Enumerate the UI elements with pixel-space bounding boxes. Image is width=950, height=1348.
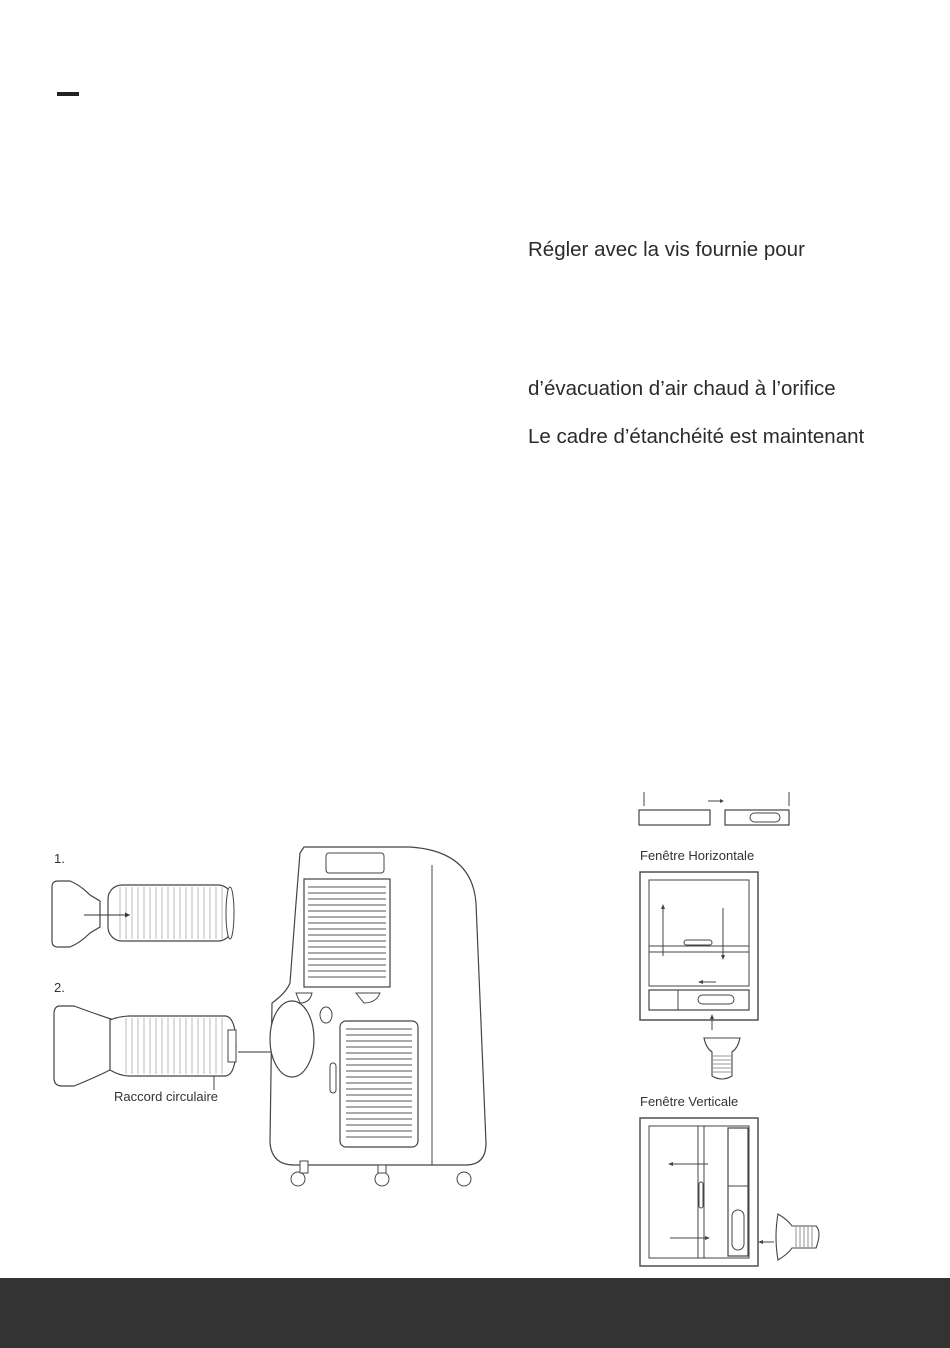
assembled-nozzle <box>54 1006 114 1086</box>
footer-bar <box>0 1278 950 1348</box>
air-conditioner-unit <box>260 843 490 1188</box>
instruction-line-3: Le cadre d’étanchéité est maintenant <box>528 425 865 448</box>
lower-grille <box>340 1021 418 1147</box>
step-1-illustration <box>50 875 250 955</box>
nozzle-horizontal <box>704 1038 740 1079</box>
heading-dash <box>57 92 79 96</box>
exhaust-port <box>270 1001 314 1077</box>
window-nozzle <box>52 881 100 947</box>
assembled-hose <box>110 1016 236 1076</box>
window-kit-panels <box>636 790 796 830</box>
horizontal-window-label: Fenêtre Horizontale <box>640 848 755 863</box>
horizontal-window-diagram <box>638 870 763 1085</box>
handle <box>326 853 384 873</box>
step-1-label: 1. <box>54 851 65 866</box>
instruction-line-2: d’évacuation d’air chaud à l’orifice <box>528 377 836 400</box>
hose-body <box>108 885 232 941</box>
vertical-window-label: Fenêtre Verticale <box>640 1094 739 1109</box>
vertical-window-diagram <box>638 1116 838 1274</box>
step-2-label: 2. <box>54 980 65 995</box>
panel-plain <box>639 810 710 825</box>
connector-label: Raccord circulaire <box>114 1089 219 1104</box>
wheel <box>291 1172 305 1186</box>
wheel <box>375 1172 389 1186</box>
nozzle-vertical <box>776 1214 819 1260</box>
instruction-line-1: Régler avec la vis fournie pour <box>528 238 805 261</box>
wheel <box>457 1172 471 1186</box>
